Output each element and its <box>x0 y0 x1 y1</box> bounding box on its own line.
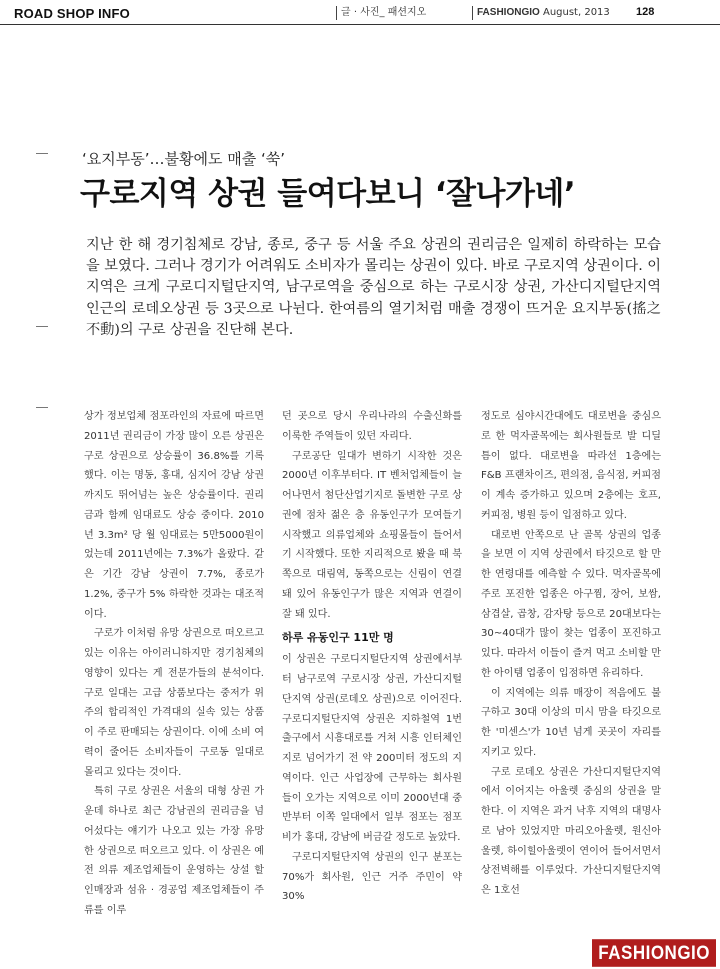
paragraph: 대로변 안쪽으로 난 골목 상권의 업종을 보면 이 지역 상권에서 타깃으로 할 만한 연령대를 예측할 수 있다. 먹자골목에 주로 포진한 업종은 아구찜, 장어, 보쌈, 삼겹살, 곱창, 감자탕 등으로 20대보다는 30~40대가 많이 찾는 업종이 포진하고 있다. 따라서 이들이 즐겨 먹고 소비할 만한 아이템 업종이 입점하면 유리하다. <box>481 529 661 679</box>
paragraph: 이 상권은 구로디지털단지역 상권에서부터 남구로역 구로시장 상권, 가산디지털단지역 상권(로데오 상권)으로 이어진다. 구로디지털단지역 상권은 지하철역 1번 출구에서 시흥대로를 거쳐 시흥 인터체인지로 넘어가기 전 약 200미터 정도의 지역이다. 인근 사업장에 근무하는 회사원들이 오가는 지역으로 이미 2000년대 중반부터 이쪽 일대에서 일부 점포는 점포비가 홍대, 강남에 버금갈 정도로 높았다. <box>282 654 462 843</box>
margin-rule <box>36 153 48 154</box>
magazine-logo: FASHIONGIO <box>592 939 716 967</box>
paragraph: 구로 로데오 상권은 가산디지털단지역에서 이어지는 아울렛 중심의 상권을 말한다. 이 지역은 과거 낙후 지역의 대명사로 남아 있었지만 마리오아울렛, 원신아울렛, 하이힐아울렛이 연이어 들어서면서 상전벽해를 이루었다. 가산디지털단지역은 1호선 <box>481 766 661 896</box>
body-column-1 <box>84 407 264 921</box>
magazine-dateline <box>472 6 610 20</box>
article-title: 구로지역 상권 들여다보니 ‘잘나가네’ <box>80 176 576 212</box>
credit-line: 글 · 사진_ 패션지오 <box>336 6 426 20</box>
body-column-3 <box>481 407 661 901</box>
paragraph: 특히 구로 상권은 서울의 대형 상권 가운데 하나로 최근 강남권의 권리금을 넘어섰다는 얘기가 나오고 있는 가장 유망한 상권으로 떠오르고 있다. 이 상권은 예전 의류 제조업체들이 운영하는 상설 할인매장과 섬유 · 경공업 제조업체들이 주류를 이루 <box>84 786 264 916</box>
subheading: 하루 유동인구 11만 명 <box>282 631 394 645</box>
paragraph: 구로가 이처럼 유망 상권으로 떠오르고 있는 이유는 아이러니하지만 경기침체의 영향이 있다는 게 전문가들의 분석이다. 구로 일대는 고급 상품보다는 중저가 위주의 합리적인 가격대의 실속 있는 상품이 주로 판매되는 상권이다. 이에 소비 여력이 줄어든 소비자들이 구로동 일대로 몰리고 있다는 것이다. <box>84 628 264 778</box>
paragraph: 구로디지털단지역 상권의 인구 분포는 70%가 회사원, 인근 거주 주민이 약 30% <box>282 851 462 903</box>
paragraph: 구로공단 일대가 변하기 시작한 것은 2000년 이후부터다. IT 벤처업체들이 늘어나면서 첨단산업기지로 돌변한 구로 상권에 점차 젊은 층 유동인구가 모여들기 시작했고 의류업체와 쇼핑몰들이 들어서기 시작했다. 또한 지리적으로 봤을 때 북쪽으로 대림역, 동쪽으로는 신림이 연결돼 있어 유동인구가 많은 지역과 연결이 잘 돼 있다. <box>282 450 462 620</box>
margin-rule <box>36 326 48 327</box>
paragraph: 이 지역에는 의류 매장이 적음에도 불구하고 30대 이상의 미시 맘을 타깃으로 한 '미센스'가 10년 넘게 곳곳이 자리를 지키고 있다. <box>481 687 661 758</box>
magazine-name: FASHIONGIO <box>477 7 540 18</box>
issue-date: August, 2013 <box>542 7 610 18</box>
body-column-2 <box>282 407 462 907</box>
page-number: 128 <box>636 6 655 18</box>
paragraph: 던 곳으로 당시 우리나라의 수출신화를 이룩한 주역들이 있던 자리다. <box>282 411 462 442</box>
paragraph: 상가 정보업체 점포라인의 자료에 따르면 2011년 권리금이 가장 많이 오른 상권은 구로 상권으로 상승률이 36.8%를 기록했다. 이는 명동, 홍대, 심지어 강남 상권까지도 뛰어넘는 높은 상승률이다. 권리금과 함께 임대료도 상승 중이다. 2010년 3.3m² 당 월 임대료는 5만5000원이었는데 2011년에는 7.3%가 올랐다. 같은 기간 강남 상권이 7.7%, 종로가 1.2%, 중구가 5% 하락한 것과는 대조적이다. <box>84 411 264 620</box>
article-lead: 지난 한 해 경기침체로 강남, 종로, 중구 등 서울 주요 상권의 권리금은 일제히 하락하는 모습을 보였다. 그러나 경기가 어려워도 소비자가 몰리는 상권이 있다. 바로 구로지역 상권이다. 이 지역은 크게 구로디지털단지역, 남구로역을 중심으로 하는 구로시장 상권, 가산디지털단지역 인근의 로데오상권 등 3곳으로 나뉜다. 한여름의 열기처럼 매출 경쟁이 뜨거운 요지부동(搖之不動)의 구로 상권을 진단해 본다. <box>86 237 661 338</box>
article-kicker: ‘요지부동’…불황에도 매출 ‘쑥’ <box>82 150 285 168</box>
paragraph: 정도로 심야시간대에도 대로변을 중심으로 한 먹자골목에는 회사원들로 발 디딜 틈이 없다. 대로변을 따라선 1층에는 F&B 프랜차이즈, 편의점, 음식점, 커피점이 계속 증가하고 있으며 2층에는 호프, 커피점, 병원 등이 입점하고 있다. <box>481 411 661 521</box>
margin-rule <box>36 407 48 408</box>
section-title: ROAD SHOP INFO <box>14 6 130 21</box>
header-rule <box>0 24 720 25</box>
